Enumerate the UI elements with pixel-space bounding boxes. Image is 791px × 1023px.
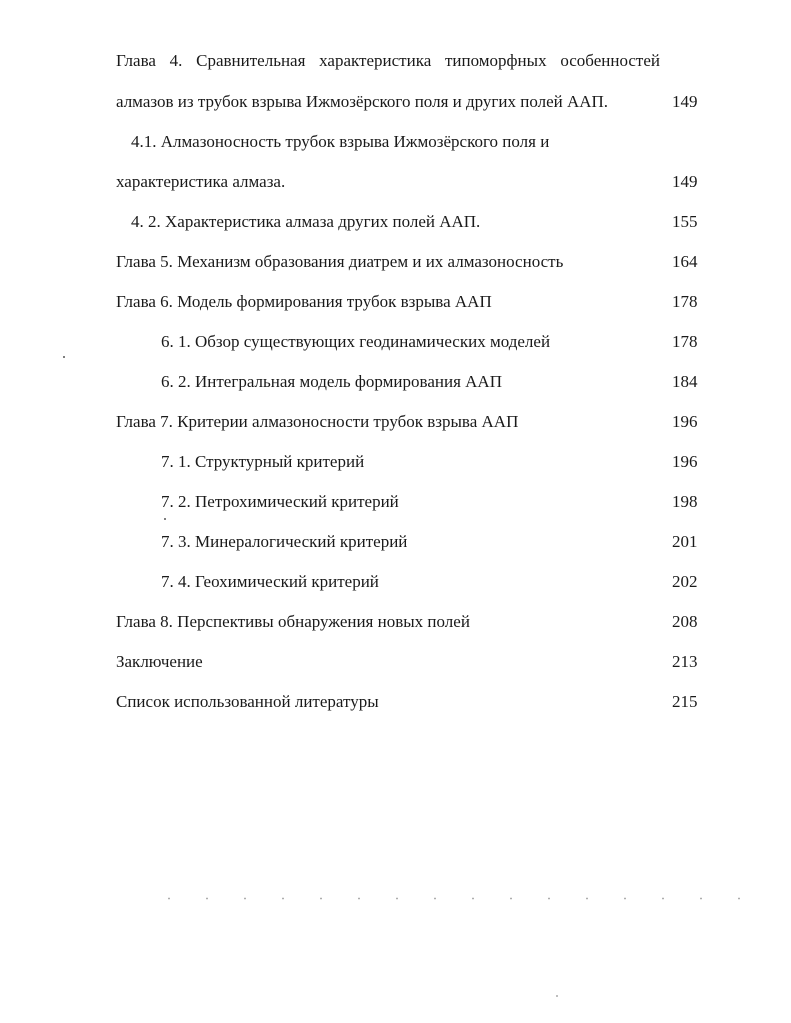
toc-entry-section-6-2: 6. 2. Интегральная модель формирования ААП <box>161 372 502 391</box>
toc-entry-section-6-1: 6. 1. Обзор существующих геодинамических моделей <box>161 332 551 351</box>
toc-entry-chapter-7: Глава 7. Критерии алмазоносности трубок взрыва ААП <box>116 412 519 431</box>
scan-noise-row <box>150 897 750 900</box>
toc-entry-chapter-5: Глава 5. Механизм образования диатрем и их алмазоносность <box>116 252 564 271</box>
toc-entry-chapter-4-line2: алмазов из трубок взрыва Ижмозёрского поля и других полей ААП. <box>116 92 609 111</box>
toc-entry-chapter-8: Глава 8. Перспективы обнаружения новых полей <box>116 612 470 631</box>
scan-speck <box>556 995 558 997</box>
scan-speck <box>63 356 65 358</box>
toc-entry-section-4-1-line1: 4.1. Алмазоносность трубок взрыва Ижмозёрского поля и <box>131 132 550 151</box>
toc-entry-chapter-4-line1: Глава 4. Сравнительная характеристика типоморфных особенностей <box>116 51 660 70</box>
toc-entry-conclusion: Заключение <box>116 652 203 671</box>
toc-page-number: 164 <box>672 252 698 271</box>
toc-page-number: 196 <box>672 412 698 431</box>
toc-page-number: 184 <box>672 372 698 391</box>
toc-entry-bibliography: Список использованной литературы <box>116 692 379 711</box>
toc-page-number: 155 <box>672 212 698 231</box>
toc-page-number: 178 <box>672 292 698 311</box>
toc-page-number: 201 <box>672 532 698 551</box>
toc-page-number: 202 <box>672 572 698 591</box>
toc-entry-section-7-2: 7. 2. Петрохимический критерий <box>161 492 399 511</box>
toc-page-number: 213 <box>672 652 698 671</box>
toc-entry-chapter-6: Глава 6. Модель формирования трубок взрыва ААП <box>116 292 492 311</box>
toc-page-number: 198 <box>672 492 698 511</box>
toc-page-number: 196 <box>672 452 698 471</box>
toc-page-number: 208 <box>672 612 698 631</box>
toc-entry-section-7-4: 7. 4. Геохимический критерий <box>161 572 379 591</box>
scan-speck <box>164 518 166 520</box>
toc-entry-section-7-3: 7. 3. Минералогический критерий <box>161 532 408 551</box>
toc-page-number: 149 <box>672 92 698 111</box>
toc-entry-section-4-1-line2: характеристика алмаза. <box>116 172 286 191</box>
toc-page-number: 215 <box>672 692 698 711</box>
toc-page-number: 149 <box>672 172 698 191</box>
toc-entry-section-4-2: 4. 2. Характеристика алмаза других полей ААП. <box>131 212 481 231</box>
toc-entry-section-7-1: 7. 1. Структурный критерий <box>161 452 365 471</box>
toc-page-number: 178 <box>672 332 698 351</box>
